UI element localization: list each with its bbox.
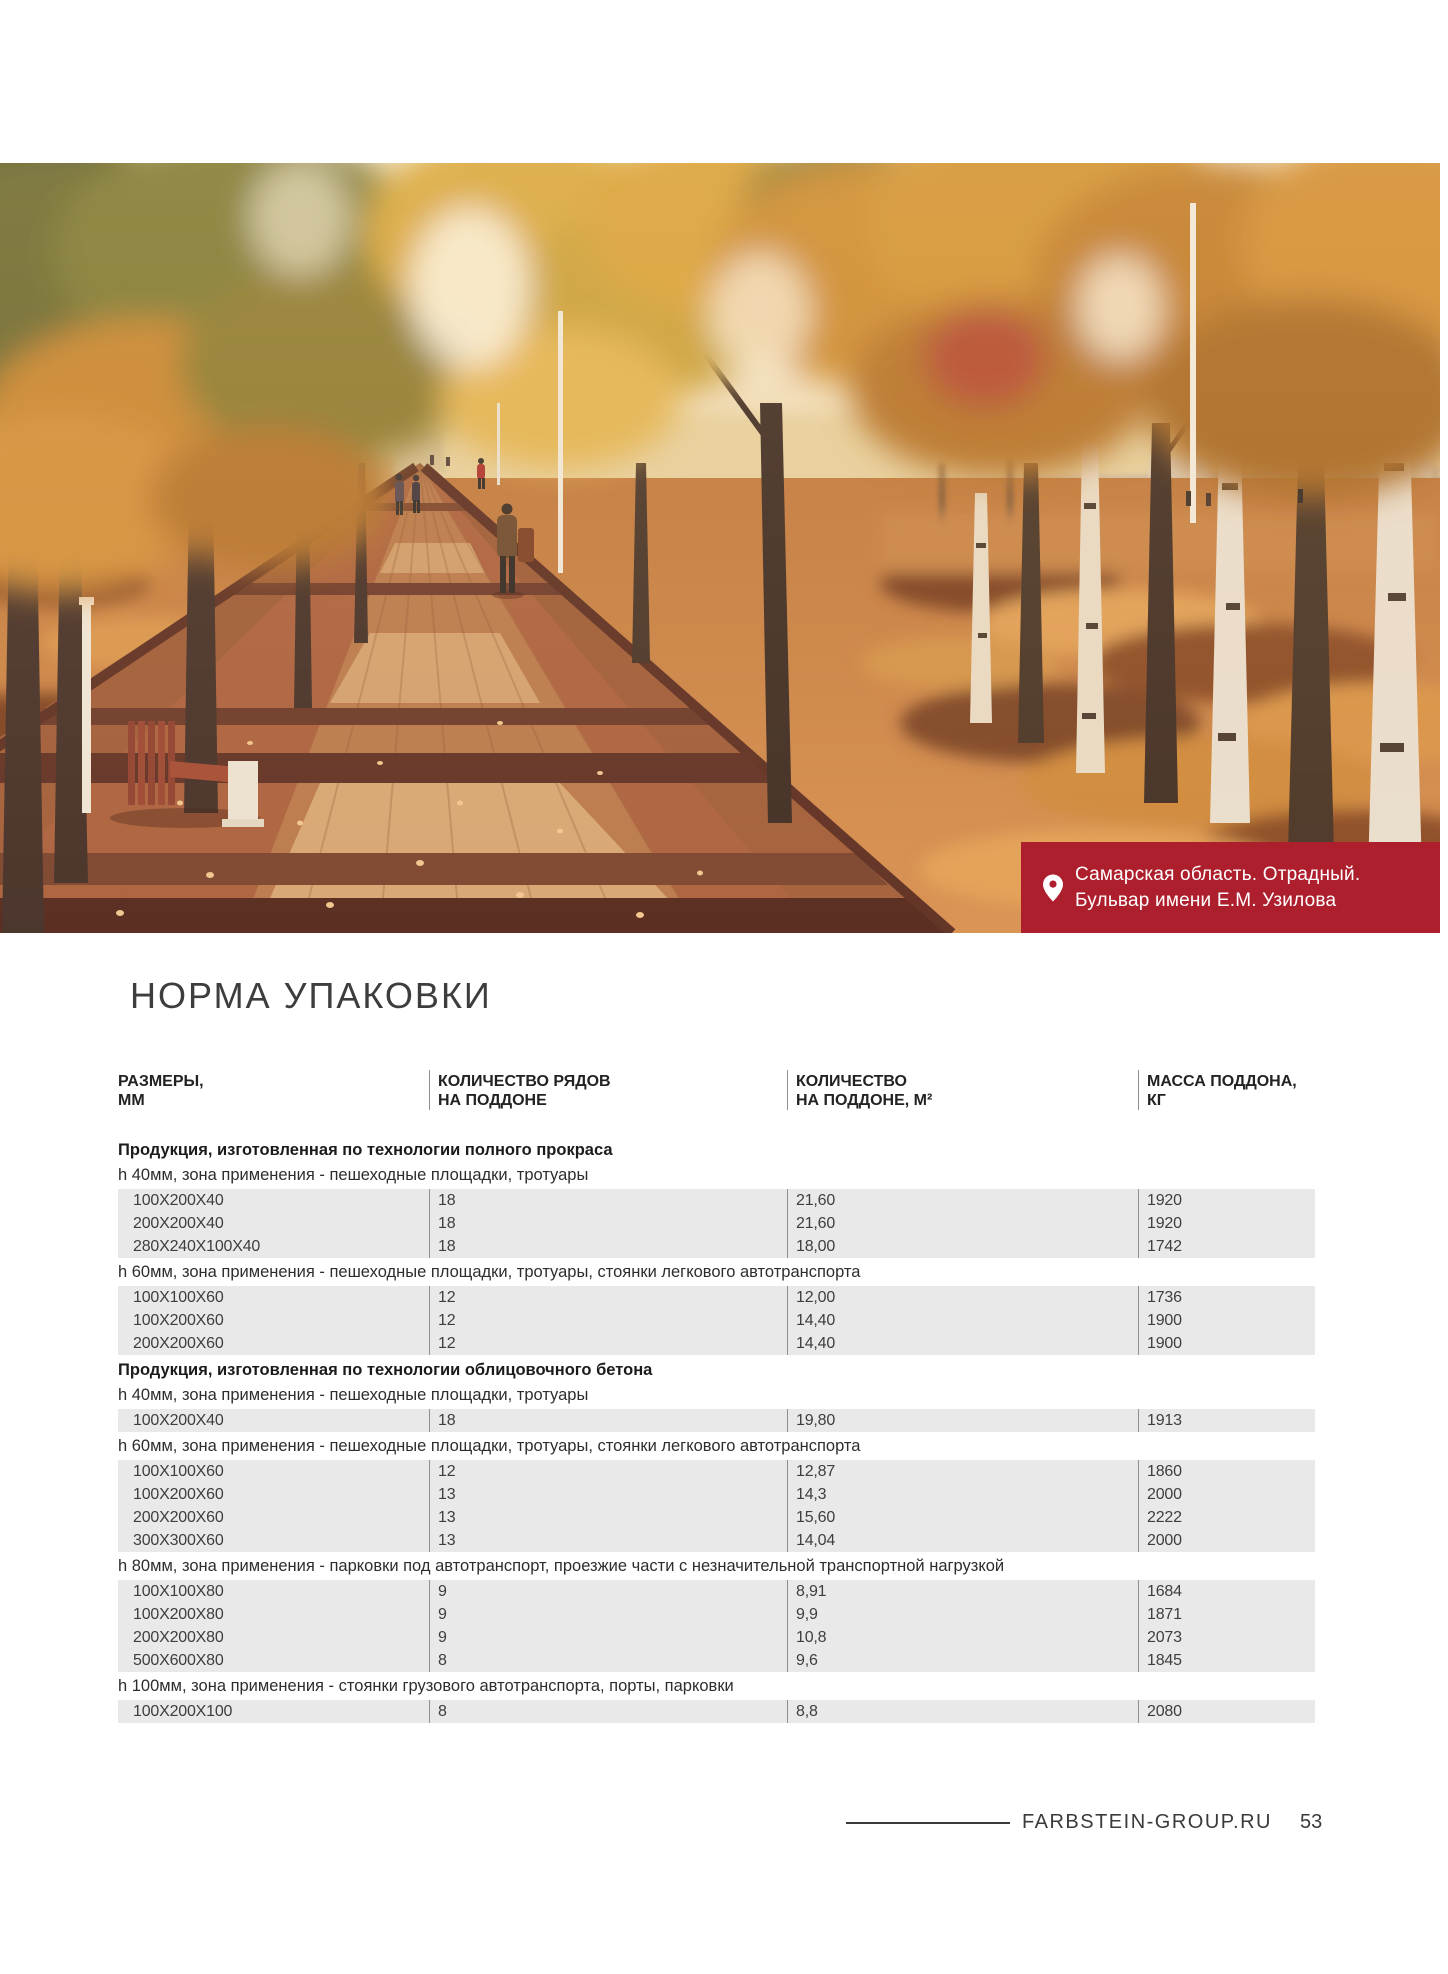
- rows-per-pallet-cell: 12: [429, 1332, 787, 1355]
- table-row: [118, 1460, 1315, 1483]
- table-row: [118, 1286, 1315, 1309]
- qty-per-pallet-m2-cell: 12,87: [787, 1460, 1138, 1483]
- rows-per-pallet-cell: 8: [429, 1649, 787, 1672]
- data-band: [118, 1286, 1315, 1355]
- section-heading: Продукция, изготовленная по технологии облицовочного бетона: [118, 1361, 653, 1379]
- header-line1: РАЗМЕРЫ,: [118, 1073, 204, 1090]
- qty-per-pallet-m2-cell: 9,9: [787, 1603, 1138, 1626]
- size-cell: 200X200X60: [133, 1509, 224, 1526]
- size-cell: 100X200X40: [133, 1412, 224, 1429]
- header-cell-rows-per-pallet: [429, 1070, 787, 1110]
- badge-location-line1: Самарская область. Отрадный.: [1075, 863, 1361, 885]
- pallet-mass-cell: 1920: [1138, 1212, 1315, 1235]
- page-title: НОРМА УПАКОВКИ: [130, 975, 492, 1016]
- rows-per-pallet-cell: 13: [429, 1506, 787, 1529]
- footer-rule: [846, 1822, 1010, 1824]
- size-cell: 100X200X40: [133, 1192, 224, 1209]
- qty-per-pallet-m2-cell: 18,00: [787, 1235, 1138, 1258]
- rows-per-pallet-cell: 9: [429, 1626, 787, 1649]
- rows-per-pallet-cell: 13: [429, 1483, 787, 1506]
- qty-per-pallet-m2-cell: 21,60: [787, 1189, 1138, 1212]
- qty-per-pallet-m2-cell: 14,04: [787, 1529, 1138, 1552]
- qty-per-pallet-m2-cell: 12,00: [787, 1286, 1138, 1309]
- table-header-row: [118, 1070, 1315, 1116]
- header-line2: НА ПОДДОНЕ: [438, 1092, 547, 1109]
- table-row: [118, 1529, 1315, 1552]
- header-line1: МАССА ПОДДОНА,: [1147, 1073, 1297, 1090]
- rows-per-pallet-cell: 12: [429, 1309, 787, 1332]
- pallet-mass-cell: 2073: [1138, 1626, 1315, 1649]
- rows-per-pallet-cell: 18: [429, 1189, 787, 1212]
- header-line2: КГ: [1147, 1092, 1166, 1109]
- table-row: [118, 1309, 1315, 1332]
- pallet-mass-cell: 1920: [1138, 1189, 1315, 1212]
- table-row: [118, 1483, 1315, 1506]
- size-cell: 100X100X60: [133, 1289, 224, 1306]
- size-cell: 200X200X60: [133, 1335, 224, 1352]
- footer-site-url: FARBSTEIN-GROUP.RU: [1022, 1811, 1272, 1833]
- application-note: h 100мм, зона применения - стоянки грузового автотранспорта, порты, парковки: [118, 1677, 734, 1695]
- park-photo: [0, 163, 1440, 933]
- pallet-mass-cell: 2000: [1138, 1529, 1315, 1552]
- qty-per-pallet-m2-cell: 19,80: [787, 1409, 1138, 1432]
- rows-per-pallet-cell: 8: [429, 1700, 787, 1723]
- header-cell-size: [118, 1070, 429, 1110]
- park-photo-illustration: [0, 163, 1440, 933]
- qty-per-pallet-m2-cell: 14,3: [787, 1483, 1138, 1506]
- table-row: [118, 1506, 1315, 1529]
- rows-per-pallet-cell: 13: [429, 1529, 787, 1552]
- footer-page-number: 53: [1300, 1811, 1323, 1833]
- table-row: [118, 1409, 1315, 1432]
- table-row: [118, 1189, 1315, 1212]
- table-row: [118, 1212, 1315, 1235]
- pallet-mass-cell: 1736: [1138, 1286, 1315, 1309]
- location-pin-icon: [1043, 874, 1063, 901]
- header-line1: КОЛИЧЕСТВО РЯДОВ: [438, 1073, 611, 1090]
- rows-per-pallet-cell: 12: [429, 1286, 787, 1309]
- pallet-mass-cell: 1913: [1138, 1409, 1315, 1432]
- data-band: [118, 1700, 1315, 1723]
- rows-per-pallet-cell: 18: [429, 1409, 787, 1432]
- section-heading: Продукция, изготовленная по технологии полного прокраса: [118, 1141, 613, 1159]
- application-note: h 40мм, зона применения - пешеходные площадки, тротуары: [118, 1386, 589, 1404]
- data-band: [118, 1460, 1315, 1552]
- header-line1: КОЛИЧЕСТВО: [796, 1073, 907, 1090]
- rows-per-pallet-cell: 9: [429, 1603, 787, 1626]
- pallet-mass-cell: 2000: [1138, 1483, 1315, 1506]
- size-cell: 100X200X100: [133, 1703, 233, 1720]
- pallet-mass-cell: 1900: [1138, 1309, 1315, 1332]
- rows-per-pallet-cell: 18: [429, 1235, 787, 1258]
- size-cell: 100X200X80: [133, 1606, 224, 1623]
- qty-per-pallet-m2-cell: 21,60: [787, 1212, 1138, 1235]
- page-footer: [0, 1802, 1448, 1842]
- badge-location-line2: Бульвар имени Е.М. Узилова: [1075, 889, 1337, 911]
- pallet-mass-cell: 1871: [1138, 1603, 1315, 1626]
- table-row: [118, 1235, 1315, 1258]
- table-body: [118, 1140, 1315, 1723]
- application-note: h 80мм, зона применения - парковки под автотранспорт, проезжие части с незначительной транспортной нагрузкой: [118, 1557, 1005, 1575]
- application-note: h 40мм, зона применения - пешеходные площадки, тротуары: [118, 1166, 589, 1184]
- table-row: [118, 1626, 1315, 1649]
- qty-per-pallet-m2-cell: 15,60: [787, 1506, 1138, 1529]
- header-cell-pallet-mass: [1138, 1070, 1315, 1110]
- pallet-mass-cell: 1742: [1138, 1235, 1315, 1258]
- size-cell: 200X200X40: [133, 1215, 224, 1232]
- pallet-mass-cell: 1860: [1138, 1460, 1315, 1483]
- location-badge: [1021, 842, 1440, 933]
- pallet-mass-cell: 1684: [1138, 1580, 1315, 1603]
- pallet-mass-cell: 2080: [1138, 1700, 1315, 1723]
- size-cell: 500X600X80: [133, 1652, 224, 1669]
- header-line2: НА ПОДДОНЕ, М²: [796, 1092, 933, 1109]
- pallet-mass-cell: 1845: [1138, 1649, 1315, 1672]
- size-cell: 100X200X60: [133, 1312, 224, 1329]
- data-band: [118, 1189, 1315, 1258]
- size-cell: 280X240X100X40: [133, 1238, 261, 1255]
- qty-per-pallet-m2-cell: 14,40: [787, 1332, 1138, 1355]
- table-row: [118, 1700, 1315, 1723]
- data-band: [118, 1580, 1315, 1672]
- size-cell: 100X200X60: [133, 1486, 224, 1503]
- application-note: h 60мм, зона применения - пешеходные площадки, тротуары, стоянки легкового автотранспорта: [118, 1437, 861, 1455]
- header-line2: ММ: [118, 1092, 145, 1109]
- size-cell: 100X100X60: [133, 1463, 224, 1480]
- qty-per-pallet-m2-cell: 9,6: [787, 1649, 1138, 1672]
- packaging-table: [118, 1070, 1315, 1723]
- pallet-mass-cell: 1900: [1138, 1332, 1315, 1355]
- data-band: [118, 1409, 1315, 1432]
- table-row: [118, 1649, 1315, 1672]
- size-cell: 100X100X80: [133, 1583, 224, 1600]
- rows-per-pallet-cell: 12: [429, 1460, 787, 1483]
- size-cell: 300X300X60: [133, 1532, 224, 1549]
- table-row: [118, 1580, 1315, 1603]
- qty-per-pallet-m2-cell: 10,8: [787, 1626, 1138, 1649]
- table-row: [118, 1603, 1315, 1626]
- header-cell-qty-per-pallet-m2: [787, 1070, 1138, 1110]
- qty-per-pallet-m2-cell: 14,40: [787, 1309, 1138, 1332]
- application-note: h 60мм, зона применения - пешеходные площадки, тротуары, стоянки легкового автотранспорта: [118, 1263, 861, 1281]
- pallet-mass-cell: 2222: [1138, 1506, 1315, 1529]
- qty-per-pallet-m2-cell: 8,91: [787, 1580, 1138, 1603]
- rows-per-pallet-cell: 9: [429, 1580, 787, 1603]
- table-row: [118, 1332, 1315, 1355]
- size-cell: 200X200X80: [133, 1629, 224, 1646]
- rows-per-pallet-cell: 18: [429, 1212, 787, 1235]
- qty-per-pallet-m2-cell: 8,8: [787, 1700, 1138, 1723]
